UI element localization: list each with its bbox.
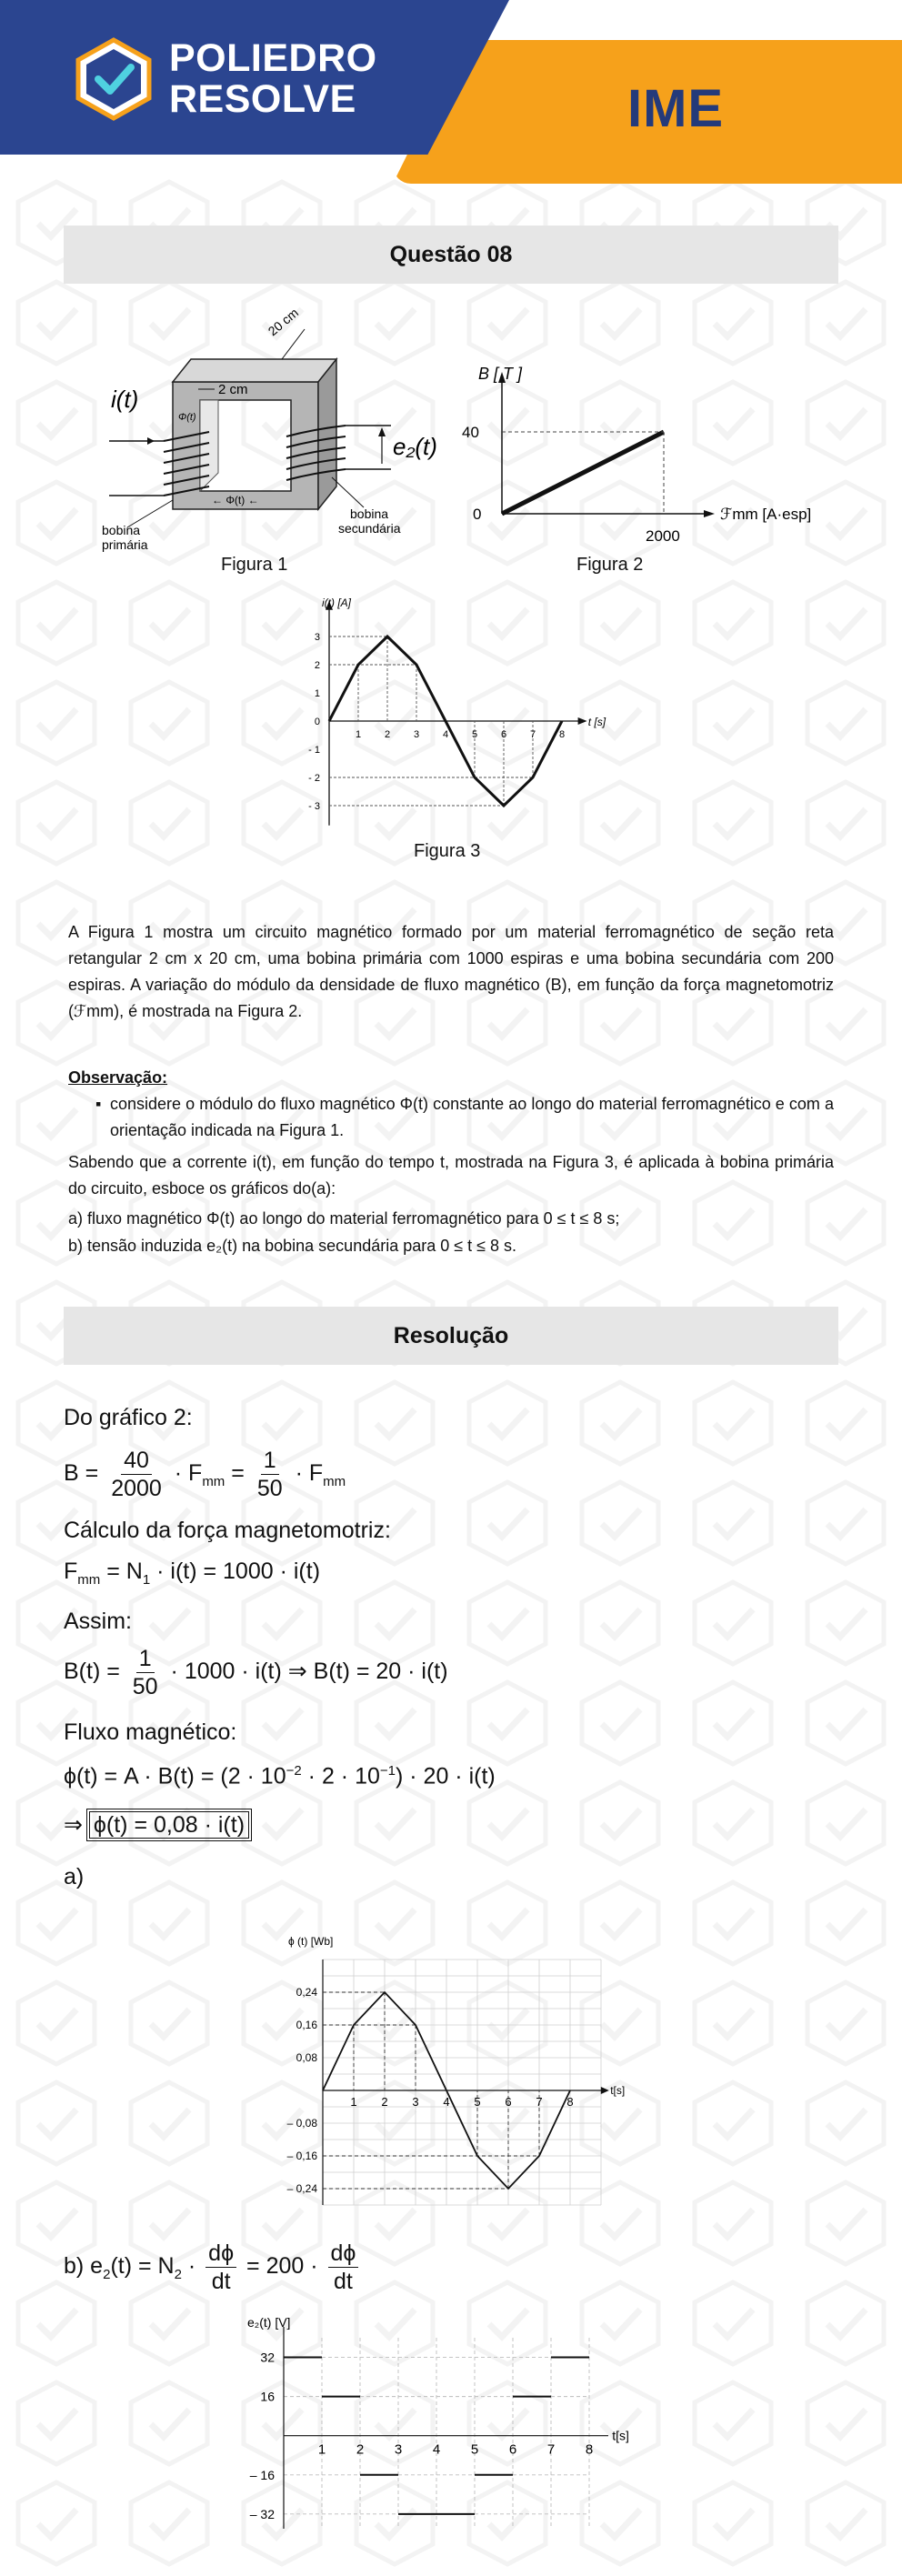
fig3-y-tick-label: - 2 <box>308 773 320 784</box>
equation-fmm <box>64 1559 320 1588</box>
equation-b-t <box>64 1646 448 1699</box>
chart-b-x-tick-label: 5 <box>470 2441 479 2458</box>
fig2-y-tick: 40 <box>462 424 479 441</box>
fig3-x-tick-label: 8 <box>558 729 566 740</box>
observation-text: considere o módulo do fluxo magnético Φ(t) constante ao longo do material ferromagnético e com a orientação indicada na Figura 1. <box>110 1095 834 1139</box>
eq1-frac-1 <box>108 1448 165 1501</box>
fig2-x-label: ℱmm [A·esp] <box>720 506 812 523</box>
chart-b-y-tick-label: – 16 <box>249 2467 275 2482</box>
eq6-num-1: dϕ <box>205 2240 236 2268</box>
figure1-magnetic-circuit <box>91 305 455 564</box>
eq1-den-1: 2000 <box>111 1476 162 1501</box>
chart-b-x-tick-label: 7 <box>546 2441 556 2458</box>
chart-a-x-arrow <box>601 2087 609 2094</box>
statement-paragraph-2: Sabendo que a corrente i(t), em função do tempo t, mostrada na Figura 3, é aplicada à bobina primária do circuito, esboce os gráficos do(a): <box>68 1153 834 1198</box>
brand-line-2: RESOLVE <box>169 77 356 121</box>
figure2-caption: Figura 2 <box>576 555 644 575</box>
eq1-sub-1: mm <box>202 1474 226 1490</box>
bullet-marker: ▪ <box>95 1095 102 1113</box>
fig1-flux-bottom: ← Φ(t) ← <box>212 494 259 506</box>
chart-a-x-tick-label: 5 <box>474 2095 481 2109</box>
eq6-b-sub: 2 <box>174 2267 182 2283</box>
chart-b-y-tick-label: 32 <box>260 2350 275 2365</box>
observation-bullet <box>95 1091 834 1144</box>
eq1-num-2: 1 <box>261 1448 279 1475</box>
figure1-caption: Figura 1 <box>221 555 288 575</box>
eq1-equals: = <box>225 1460 245 1487</box>
eq6-a-sub: 2 <box>103 2267 111 2283</box>
fig3-y-label: i(t) [A] <box>322 596 351 609</box>
eq3-b: · 1000 · i(t) ⇒ B(t) = 20 · i(t) <box>170 1659 448 1685</box>
fig3-x-tick-label: 2 <box>384 729 391 740</box>
fig3-y-tick-label: - 1 <box>308 745 320 756</box>
fig3-y-tick-label: 2 <box>314 660 320 671</box>
chart-a-y-tick-label: – 0,24 <box>286 2182 317 2195</box>
equation-b-fmm <box>64 1448 346 1501</box>
chart-a-x-tick-label: 4 <box>443 2095 450 2109</box>
chart-b-x-tick-label: 8 <box>585 2441 594 2458</box>
fig1-flux-left: Φ(t) <box>178 412 196 423</box>
chart-a-x-tick-label: 2 <box>381 2095 388 2109</box>
fig3-x-tick-label: 6 <box>500 729 507 740</box>
fig3-y-tick-label: 3 <box>314 632 320 643</box>
chart-a-x-label: t[s] <box>610 2084 626 2097</box>
check-badge-icon <box>71 36 156 122</box>
eq2-a: F <box>64 1559 78 1584</box>
eq4-c: ) · 20 · i(t) <box>396 1763 496 1789</box>
chart-b-y-tick-label: – 32 <box>249 2506 275 2521</box>
chart-a-x-tick-label: 3 <box>412 2095 419 2109</box>
figure3-caption: Figura 3 <box>414 841 481 861</box>
chart-a-y-tick-label: 0,08 <box>296 2051 317 2064</box>
page-header <box>0 0 902 182</box>
eq5-arrow: ⇒ <box>64 1812 89 1838</box>
chart-b-y-tick-label: 16 <box>260 2389 275 2404</box>
fig1-dim-2cm: 2 cm <box>218 382 248 397</box>
chart-a-x-tick-label: 6 <box>505 2095 512 2109</box>
eq3-num: 1 <box>136 1646 155 1673</box>
chart-a-y-tick-label: 0,24 <box>296 1986 317 1999</box>
eq6-mid: = 200 · <box>246 2253 318 2280</box>
eq1-frac-2 <box>255 1448 286 1501</box>
eq6-c: · <box>181 2253 196 2280</box>
chart-b-x-tick-label: 3 <box>394 2441 403 2458</box>
chart-b-x-tick-label: 1 <box>317 2441 326 2458</box>
fig1-primary-label-1: bobina <box>102 523 141 537</box>
eq6-a: b) e <box>64 2253 104 2280</box>
exam-name: IME <box>627 79 725 138</box>
eq6-den-2: dt <box>334 2269 353 2294</box>
eq6-frac-1 <box>205 2240 236 2294</box>
observation-title: Observação: <box>68 1068 168 1087</box>
fig3-x-tick-label: 4 <box>442 729 449 740</box>
equation-emf <box>64 2240 362 2294</box>
eq1-mid: · F <box>174 1460 203 1487</box>
fig3-x-tick-label: 7 <box>529 729 536 740</box>
question-title-bar: Questão 08 <box>64 226 838 284</box>
fig3-x-tick-label: 5 <box>471 729 478 740</box>
fig2-y-zero: 0 <box>473 506 482 523</box>
eq4-b: · 2 · 10 <box>301 1763 380 1789</box>
fig1-secondary-label-2: secundária <box>338 521 401 536</box>
eq4-a: ϕ(t) = A · B(t) = (2 · 10 <box>64 1763 286 1789</box>
fig3-x-label: t [s] <box>587 716 606 728</box>
eq1-num-1: 40 <box>121 1448 152 1475</box>
chart-a-y-label: ϕ (t) [Wb] <box>288 1935 334 1948</box>
eq4-exp-1: −2 <box>286 1763 302 1779</box>
eq2-c: · i(t) = 1000 · i(t) <box>150 1559 321 1584</box>
resolution-step-3: Assim: <box>64 1609 132 1634</box>
eq1-lhs: B = <box>64 1460 99 1487</box>
eq1-tail: · F <box>295 1460 324 1487</box>
brand-logo <box>169 38 377 120</box>
fig1-current-label: i(t) <box>111 386 139 413</box>
resolution-step-1: Do gráfico 2: <box>64 1405 193 1430</box>
fig2-y-label: B [ T ] <box>478 365 523 383</box>
fig1-dim-20cm: 20 cm <box>265 305 302 339</box>
eq5-boxed-result: ϕ(t) = 0,08 · i(t) <box>89 1811 249 1839</box>
chart-b-y-label: e₂(t) [V] <box>247 2315 291 2330</box>
fig1-primary-label-2: primária <box>102 537 148 552</box>
chart-a-x-tick-label: 7 <box>536 2095 543 2109</box>
fig3-y-tick-label: 1 <box>314 688 320 699</box>
chart-a-x-tick-label: 8 <box>566 2095 574 2109</box>
brand-line-1: POLIEDRO <box>169 36 377 80</box>
figure3-chart <box>291 596 606 841</box>
eq6-frac-2 <box>328 2240 359 2294</box>
statement-item-b: b) tensão induzida e₂(t) na bobina secundária para 0 ≤ t ≤ 8 s. <box>68 1237 517 1255</box>
chart-emf <box>227 2314 655 2546</box>
eq3-a: B(t) = <box>64 1659 120 1685</box>
eq3-frac <box>130 1646 161 1699</box>
eq6-den-1: dt <box>211 2269 231 2294</box>
eq6-num-2: dϕ <box>328 2240 359 2268</box>
fig3-y-tick-label: - 3 <box>308 801 320 812</box>
resolution-step-a: a) <box>64 1864 85 1889</box>
equation-flux <box>64 1763 496 1789</box>
figure2-chart <box>462 359 827 559</box>
resolution-step-4: Fluxo magnético: <box>64 1719 237 1745</box>
resolution-title-bar: Resolução <box>64 1307 838 1365</box>
fig1-emf-label: e₂(t) <box>393 433 437 460</box>
eq2-a-sub: mm <box>77 1572 101 1588</box>
equation-flux-result <box>64 1811 249 1839</box>
fig3-x-tick-label: 1 <box>355 729 362 740</box>
chart-a-y-tick-label: – 0,08 <box>286 2117 317 2130</box>
eq3-den: 50 <box>132 1674 158 1699</box>
resolution-step-2: Cálculo da força magnetomotriz: <box>64 1518 391 1543</box>
chart-b-x-tick-label: 6 <box>508 2441 517 2458</box>
chart-b-x-label: t[s] <box>612 2428 629 2443</box>
chart-a-x-tick-label: 1 <box>350 2095 357 2109</box>
eq1-den-2: 50 <box>256 1476 283 1501</box>
statement-paragraph-1: A Figura 1 mostra um circuito magnético formado por um material ferromagnético de seção reta retangular 2 cm x 20 cm, uma bobina primária com 1000 espiras e uma bobina secundária com 200 espiras. A variação do módulo da densidade de fluxo magnético (B), em função da força magnetomotriz (ℱmm), é mostrada na Figura 2. <box>68 923 834 1020</box>
chart-a-y-tick-label: 0,16 <box>296 2019 317 2031</box>
chart-b-x-tick-label: 4 <box>432 2441 441 2458</box>
fig1-secondary-label-1: bobina <box>350 506 389 521</box>
chart-a-y-tick-label: – 0,16 <box>286 2150 317 2162</box>
eq2-b: = N <box>100 1559 143 1584</box>
eq4-exp-2: −1 <box>379 1763 396 1779</box>
statement-item-a: a) fluxo magnético Φ(t) ao longo do material ferromagnético para 0 ≤ t ≤ 8 s; <box>68 1209 620 1228</box>
chart-b-x-tick-label: 2 <box>356 2441 365 2458</box>
eq6-b: (t) = N <box>110 2253 175 2280</box>
fig3-x-tick-label: 3 <box>413 729 420 740</box>
chart-flux <box>268 1923 632 2214</box>
fig2-x-tick: 2000 <box>646 527 680 545</box>
fig3-y-tick-label: 0 <box>314 717 320 727</box>
eq2-b-sub: 1 <box>142 1572 151 1588</box>
eq1-sub-2: mm <box>323 1474 346 1490</box>
